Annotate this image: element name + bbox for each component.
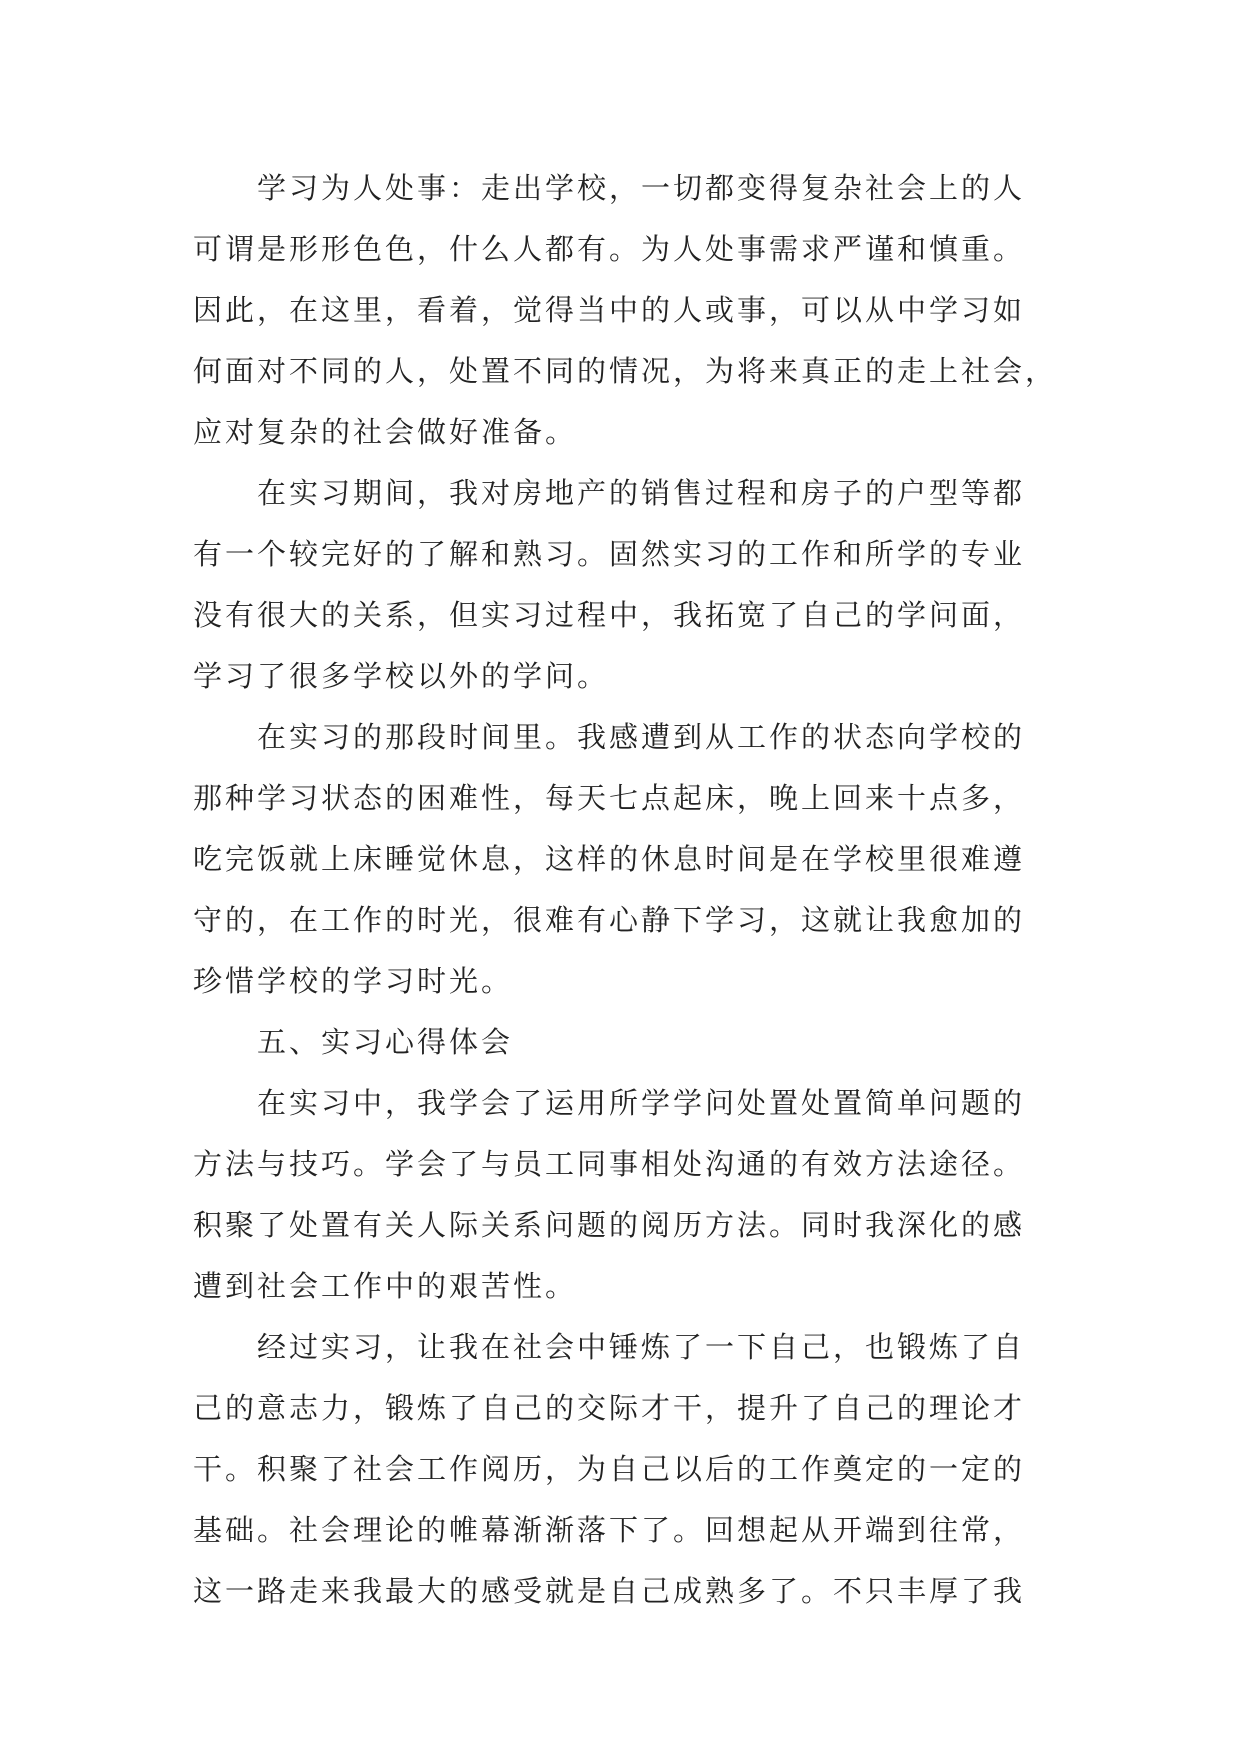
- paragraph-conclusion: [193, 1317, 1073, 1622]
- text-line: 遭到社会工作中的艰苦性。: [193, 1269, 578, 1303]
- text-line: 吃完饭就上床睡觉休息，这样的休息时间是在学校里很难遵: [193, 842, 1026, 876]
- text-line: 干。积聚了社会工作阅历，为自己以后的工作奠定的一定的: [193, 1452, 1026, 1486]
- text-line: 学习了很多学校以外的学问。: [193, 659, 610, 693]
- document-body: [193, 158, 1073, 1622]
- text-line: 那种学习状态的困难性，每天七点起床，晚上回来十点多，: [193, 781, 1026, 815]
- text-line: 经过实习，让我在社会中锤炼了一下自己，也锻炼了自: [257, 1330, 1026, 1364]
- text-line: 方法与技巧。学会了与员工同事相处沟通的有效方法途径。: [193, 1147, 1026, 1181]
- text-line: 何面对不同的人，处置不同的情况，为将来真正的走上社会，: [193, 354, 1058, 388]
- text-line: 有一个较完好的了解和熟习。固然实习的工作和所学的专业: [193, 537, 1026, 571]
- paragraph-internship-period: [193, 463, 1073, 707]
- text-line: 没有很大的关系，但实习过程中，我拓宽了自己的学问面，: [193, 598, 1026, 632]
- paragraph-social-skills: [193, 158, 1073, 463]
- text-line: 基础。社会理论的帷幕渐渐落下了。回想起从开端到往常，: [193, 1513, 1026, 1547]
- paragraph-skills-learned: [193, 1073, 1073, 1317]
- text-line: 这一路走来我最大的感受就是自己成熟多了。不只丰厚了我: [193, 1574, 1026, 1608]
- text-line: 可谓是形形色色，什么人都有。为人处事需求严谨和慎重。: [193, 232, 1026, 266]
- text-line: 在实习的那段时间里。我感遭到从工作的状态向学校的: [257, 720, 1026, 754]
- text-line: 因此，在这里，看着，觉得当中的人或事，可以从中学习如: [193, 293, 1026, 327]
- section-heading: [193, 1012, 1073, 1073]
- section-heading-text: 五、实习心得体会: [257, 1025, 514, 1059]
- text-line: 应对复杂的社会做好准备。: [193, 415, 578, 449]
- text-line: 积聚了处置有关人际关系问题的阅历方法。同时我深化的感: [193, 1208, 1026, 1242]
- text-line: 在实习期间，我对房地产的销售过程和房子的户型等都: [257, 476, 1026, 510]
- text-line: 己的意志力，锻炼了自己的交际才干，提升了自己的理论才: [193, 1391, 1026, 1425]
- paragraph-work-state: [193, 707, 1073, 1012]
- text-line: 守的，在工作的时光，很难有心静下学习，这就让我愈加的: [193, 903, 1026, 937]
- text-line: 学习为人处事：走出学校，一切都变得复杂社会上的人: [257, 171, 1026, 205]
- text-line: 珍惜学校的学习时光。: [193, 964, 514, 998]
- text-line: 在实习中，我学会了运用所学学问处置处置简单问题的: [257, 1086, 1026, 1120]
